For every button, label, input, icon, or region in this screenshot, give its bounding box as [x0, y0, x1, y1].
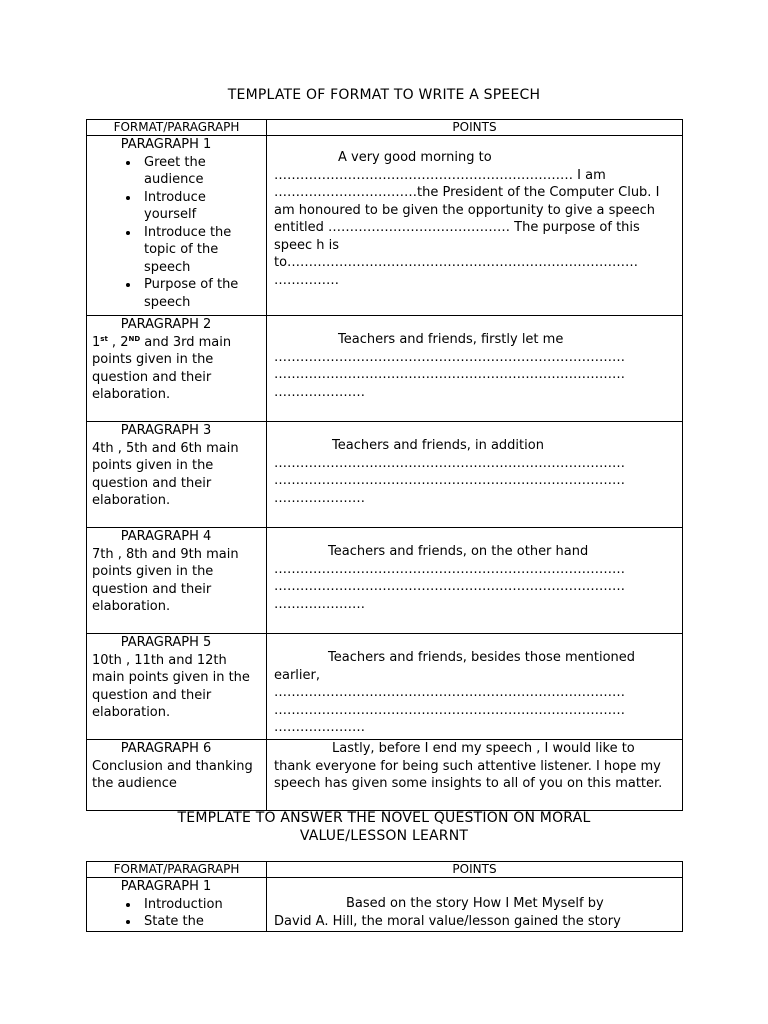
paragraph-5-format — [87, 634, 267, 740]
paragraph-2-format — [87, 316, 267, 422]
paragraph-4-row — [87, 528, 683, 634]
points-line: A very good morning to — [338, 150, 492, 165]
paragraph-label: PARAGRAPH 1 — [120, 137, 212, 152]
paragraph-3-row — [87, 422, 683, 528]
points-line: ……………………………………………………………………… ……………………………………………………………………… ………………… — [274, 561, 625, 612]
points-line: earlier, — [274, 667, 321, 683]
paragraph-1-format — [87, 878, 267, 932]
paragraph-label: PARAGRAPH 1 — [120, 879, 212, 894]
format-column-header: FORMAT/PARAGRAPH — [87, 120, 267, 136]
points-column-header: POINTS — [267, 120, 683, 136]
paragraph-label: PARAGRAPH 3 — [120, 423, 212, 438]
paragraph-description: Conclusion and thanking the audience — [92, 758, 253, 791]
description-text: and 3rd main points given in the question and their elaboration. — [92, 334, 232, 402]
paragraph-1-row — [87, 878, 683, 932]
points-line: Based on the story How I Met Myself by — [346, 896, 604, 911]
points-line: …………………………………………………………… I am — [274, 167, 606, 183]
bullet-list — [92, 896, 262, 931]
ordinal-suffix: ND — [128, 334, 141, 343]
points-line: Teachers and friends, on the other hand — [328, 544, 589, 559]
list-item: • Introduction — [140, 896, 262, 914]
list-item: • Introduce yourself — [140, 189, 262, 224]
speech-template-table — [86, 119, 683, 811]
points-line: ……………………………the President of the Computer Club. I am honoured to be given the opportunity to give a speech entitled …………………………………… The purpose of this speec h is — [274, 185, 660, 253]
document-title: TEMPLATE OF FORMAT TO WRITE A SPEECH — [227, 87, 541, 103]
paragraph-label: PARAGRAPH 5 — [120, 635, 212, 650]
paragraph-6-points — [267, 740, 683, 811]
paragraph-description: 10th , 11th and 12th main points given in the question and their elaboration. — [92, 652, 250, 720]
paragraph-6-format — [87, 740, 267, 811]
paragraph-1-points — [267, 878, 683, 932]
points-line: Teachers and friends, firstly let me — [338, 332, 564, 347]
paragraph-label: PARAGRAPH 4 — [120, 529, 212, 544]
bullet-list — [92, 154, 262, 312]
paragraph-1-row — [87, 136, 683, 316]
paragraph-description: 4th , 5th and 6th main points given in the question and their elaboration. — [92, 440, 239, 508]
list-item: • State the — [140, 913, 262, 931]
list-item: • Introduce the topic of the speech — [140, 224, 262, 277]
description-text: , 2 — [107, 334, 129, 350]
paragraph-label: PARAGRAPH 2 — [120, 317, 212, 332]
points-line: thank everyone for being such attentive listener. I hope my speech has given some insights to all of you on this matter. — [274, 758, 663, 791]
second-template-title — [86, 809, 682, 845]
paragraph-3-format — [87, 422, 267, 528]
table-header-row — [87, 120, 683, 136]
points-column-header: POINTS — [267, 862, 683, 878]
moral-value-template-table — [86, 861, 683, 932]
paragraph-1-format — [87, 136, 267, 316]
format-column-header: FORMAT/PARAGRAPH — [87, 862, 267, 878]
paragraph-2-row — [87, 316, 683, 422]
description-text: 1 — [92, 334, 101, 350]
paragraph-label: PARAGRAPH 6 — [120, 741, 212, 756]
paragraph-2-points — [267, 316, 683, 422]
points-line: David A. Hill, the moral value/lesson gained the story — [274, 913, 621, 929]
paragraph-4-format — [87, 528, 267, 634]
list-item: • Purpose of the speech — [140, 276, 262, 311]
points-line: Lastly, before I end my speech , I would like to — [332, 741, 635, 756]
paragraph-5-row — [87, 634, 683, 740]
points-line: to……………………………………………………………………… …………… — [274, 255, 639, 288]
title-line: VALUE/LESSON LEARNT — [299, 828, 469, 844]
paragraph-1-points — [267, 136, 683, 316]
paragraph-4-points — [267, 528, 683, 634]
points-line: ……………………………………………………………………… ……………………………………………………………………… ………………… — [274, 349, 625, 400]
paragraph-description — [92, 334, 262, 404]
ordinal-suffix: st — [100, 334, 108, 343]
points-line: Teachers and friends, besides those mentioned — [328, 650, 636, 665]
paragraph-6-row — [87, 740, 683, 811]
paragraph-3-points — [267, 422, 683, 528]
title-line: TEMPLATE TO ANSWER THE NOVEL QUESTION ON MORAL — [177, 810, 591, 826]
list-item: • Greet the audience — [140, 154, 262, 189]
points-line: ……………………………………………………………………… ……………………………………………………………………… ………………… — [274, 685, 625, 735]
paragraph-5-points — [267, 634, 683, 740]
points-line: ……………………………………………………………………… ……………………………………………………………………… ………………… — [274, 455, 625, 506]
table-header-row — [87, 862, 683, 878]
points-line: Teachers and friends, in addition — [332, 438, 544, 453]
paragraph-description: 7th , 8th and 9th main points given in the question and their elaboration. — [92, 546, 239, 614]
